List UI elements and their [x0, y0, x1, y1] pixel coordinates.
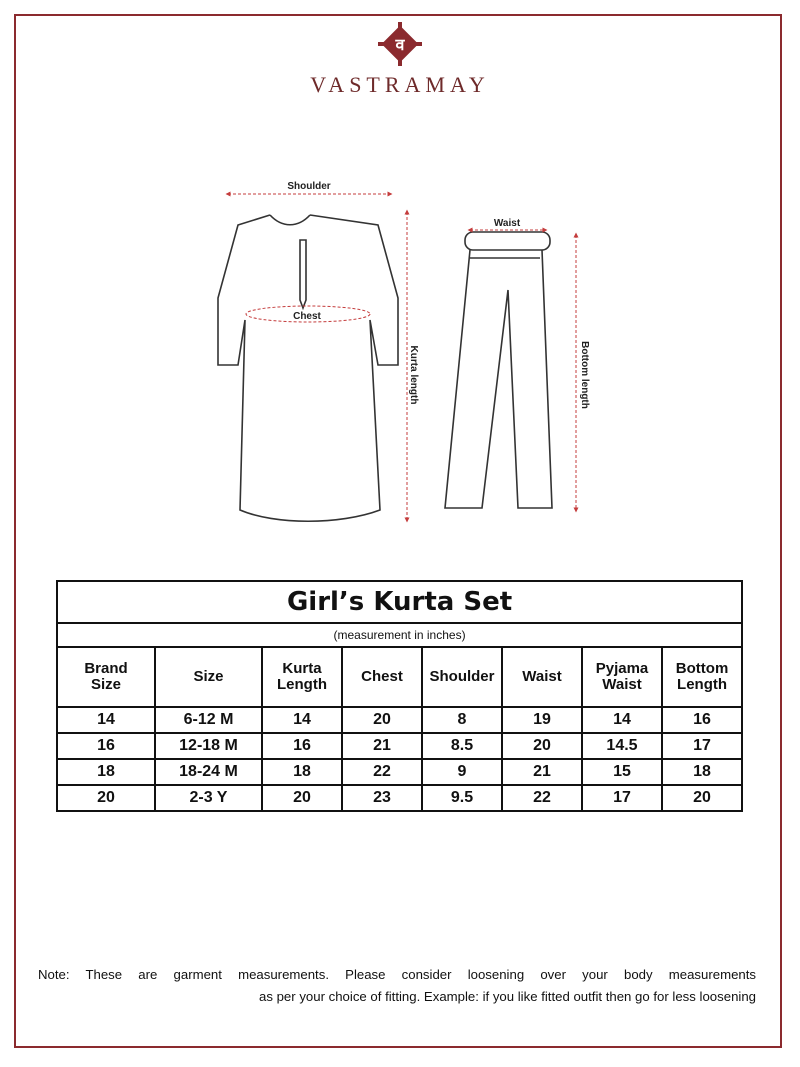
- label-shoulder: Shoulder: [287, 181, 331, 192]
- table-cell: 14: [57, 707, 155, 733]
- table-title: Girl’s Kurta Set: [57, 581, 742, 623]
- table-cell: 20: [502, 733, 582, 759]
- table-cell: 22: [502, 785, 582, 811]
- table-cell: 16: [662, 707, 742, 733]
- label-chest: Chest: [293, 311, 321, 322]
- brand-emblem-letter: व: [395, 35, 405, 54]
- table-cell: 2-3 Y: [155, 785, 262, 811]
- pyjama-sketch: [445, 232, 552, 508]
- table-cell: 18: [57, 759, 155, 785]
- header-shoulder: Shoulder: [422, 647, 502, 707]
- header-bottom-length: Bottom Length: [662, 647, 742, 707]
- brand-name: VASTRAMAY: [310, 72, 490, 97]
- header-waist: Waist: [502, 647, 582, 707]
- table-cell: 6-12 M: [155, 707, 262, 733]
- table-cell: 17: [582, 785, 662, 811]
- table-cell: 14: [262, 707, 342, 733]
- table-row: [57, 733, 742, 759]
- table-cell: 14.5: [582, 733, 662, 759]
- header-pyjama-waist: Pyjama Waist: [582, 647, 662, 707]
- table-cell: 21: [342, 733, 422, 759]
- brand-logo: [0, 22, 800, 98]
- table-cell: 20: [662, 785, 742, 811]
- fitting-note: [38, 964, 756, 1008]
- table-cell: 9.5: [422, 785, 502, 811]
- note-line-2: as per your choice of fitting. Example: if you like fitted outfit then go for less loosening: [259, 989, 756, 1004]
- table-cell: 17: [662, 733, 742, 759]
- table-cell: 12-18 M: [155, 733, 262, 759]
- label-bottom-length: Bottom length: [579, 341, 590, 409]
- table-cell: 18: [262, 759, 342, 785]
- table-cell: 22: [342, 759, 422, 785]
- table-cell: 19: [502, 707, 582, 733]
- label-kurta-length: Kurta length: [408, 345, 419, 405]
- header-kurta-length: Kurta Length: [262, 647, 342, 707]
- header-chest: Chest: [342, 647, 422, 707]
- table-row: [57, 759, 742, 785]
- table-cell: 23: [342, 785, 422, 811]
- table-cell: 20: [262, 785, 342, 811]
- size-chart-table: [56, 580, 743, 812]
- table-cell: 18-24 M: [155, 759, 262, 785]
- table-cell: 16: [57, 733, 155, 759]
- note-line-1: Note: These are garment measurements. Please consider loosening over your body measurements: [38, 967, 756, 982]
- table-cell: 20: [57, 785, 155, 811]
- measure-lines: [228, 194, 576, 520]
- table-cell: 14: [582, 707, 662, 733]
- table-cell: 8: [422, 707, 502, 733]
- garment-diagram: [190, 170, 610, 540]
- table-cell: 8.5: [422, 733, 502, 759]
- table-subtitle: (measurement in inches): [57, 623, 742, 647]
- header-brand-size: Brand Size: [57, 647, 155, 707]
- brand-emblem-icon: [378, 22, 422, 66]
- kurta-sketch: [218, 215, 398, 521]
- table-cell: 9: [422, 759, 502, 785]
- label-waist: Waist: [493, 218, 521, 229]
- table-cell: 15: [582, 759, 662, 785]
- table-cell: 21: [502, 759, 582, 785]
- table-row: [57, 707, 742, 733]
- header-size: Size: [155, 647, 262, 707]
- table-row: [57, 785, 742, 811]
- table-cell: 16: [262, 733, 342, 759]
- table-header-row: [57, 647, 742, 707]
- table-cell: 20: [342, 707, 422, 733]
- table-cell: 18: [662, 759, 742, 785]
